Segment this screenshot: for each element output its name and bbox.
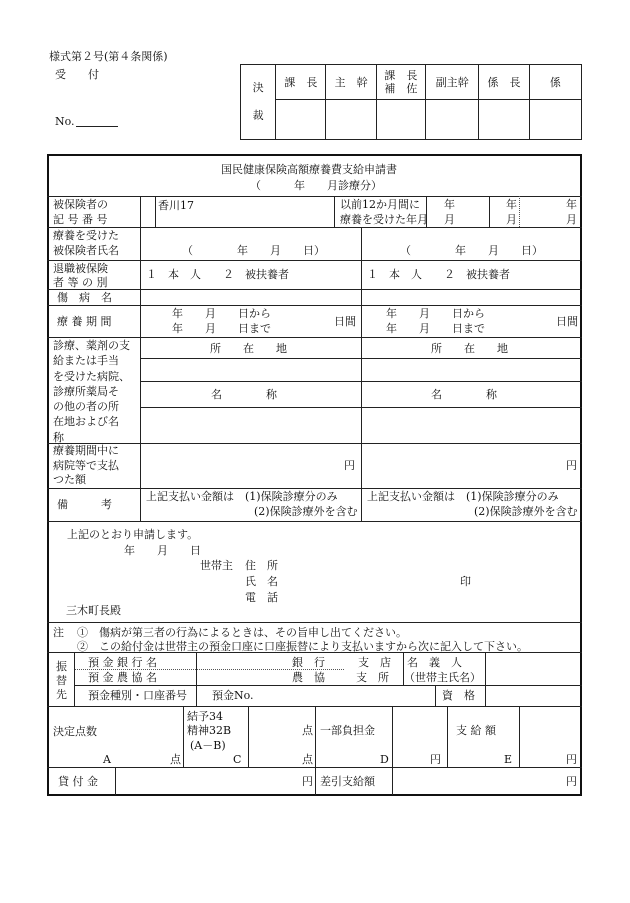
account-type-label: 預金種別・口座番号 — [88, 689, 187, 702]
insured-number-value[interactable]: 香川17 — [158, 199, 194, 212]
prior-year-3: 年 — [566, 198, 577, 211]
loan-yen: 円 — [302, 775, 313, 788]
approval-cell[interactable] — [326, 100, 376, 140]
qualification-label: 資 格 — [442, 689, 475, 702]
seal-label: 印 — [460, 575, 471, 588]
location-label-2: 所 在 地 — [431, 342, 508, 355]
approval-col-staff: 係 — [529, 65, 581, 100]
remarks-label: 備 考 — [57, 498, 112, 511]
name-field-label: 氏 名 — [245, 575, 278, 588]
calc-code-3: (A－B) — [190, 739, 226, 752]
approval-label: 決 裁 — [241, 65, 276, 140]
approval-cell[interactable] — [426, 100, 479, 140]
period-from-2[interactable]: 年 月 日から — [386, 307, 485, 320]
holder-label: 名 義 人 — [407, 656, 462, 669]
paid-yen-2: 円 — [566, 459, 577, 472]
form-number: 様式第２号(第４条関係) — [49, 50, 168, 63]
bank-label: 銀 行 — [292, 656, 325, 669]
name-label-2: 名 称 — [431, 388, 497, 401]
calc-A-points: 点 — [170, 753, 181, 766]
addressee: 三木町長殿 — [66, 604, 121, 617]
loan-label: 貸 付 金 — [58, 775, 98, 788]
note-1: ① 傷病が第三者の行為によるときは、その旨申し出てください。 — [77, 626, 407, 639]
paid-label: 療養期間中に 病院等で支払 つた額 — [53, 444, 119, 486]
insured-number-label-1: 被保険者の — [53, 198, 108, 211]
retiree-label-1: 退職被保険 — [53, 262, 108, 275]
notes-prefix: 注 — [53, 626, 64, 639]
coop-name-label: 預 金 農 協 名 — [88, 671, 157, 684]
patient-birth-2[interactable]: （ 年 月 日） — [400, 244, 543, 257]
note-2: ② この給付金は世帯主の預金口座に口座振替により支払いますから次に記入して下さい。 — [77, 640, 528, 653]
payment-label: 支 給 額 — [456, 724, 496, 737]
calc-E: E — [504, 753, 513, 766]
prior-month-3: 月 — [566, 213, 577, 226]
remarks-text2-2: (2)保険診療外を含む — [474, 505, 578, 518]
retiree-label-2: 者 等 の 別 — [53, 276, 108, 289]
period-days-2: 日間 — [556, 315, 578, 328]
approval-cell[interactable] — [276, 100, 326, 140]
approval-grid — [240, 64, 582, 140]
calc-D-yen: 円 — [430, 753, 441, 766]
net-payment-label: 差引支給額 — [320, 775, 375, 788]
patient-name-label-2: 被保険者氏名 — [53, 244, 119, 257]
approval-col-section-chief: 課 長 — [276, 65, 326, 100]
hospital-label: 診療、薬剤の支 給または手当 を受けた病院、 診療所薬局そ の他の者の所 在地および名 称 — [53, 339, 130, 444]
holder-sub-label: （世帯主氏名） — [404, 671, 481, 684]
remarks-text1-1: 上記支払い金額は (1)保険診療分のみ — [146, 490, 338, 503]
account-no-label: 預金No. — [212, 689, 254, 702]
approval-cell[interactable] — [479, 100, 529, 140]
patient-name-label-1: 療養を受けた — [53, 229, 119, 242]
approval-col-deputy-chief: 副主幹 — [426, 65, 479, 100]
branch-label: 支 店 — [358, 656, 391, 669]
retiree-options-2[interactable]: １ 本 人 ２ 被扶養者 — [367, 268, 510, 281]
form-subtitle: （ 年 月診療分） — [250, 179, 382, 192]
calc-C-points-2: 点 — [302, 753, 313, 766]
number-underline — [76, 126, 118, 127]
address-label: 住 所 — [245, 559, 278, 572]
approval-col-assistant-chief: 課 長 補 佐 — [376, 65, 425, 100]
form-title: 国民健康保険高額療養費支給申請書 — [221, 163, 397, 176]
approval-cell[interactable] — [376, 100, 425, 140]
householder-label: 世帯主 — [200, 559, 233, 572]
prior12-label-1: 以前12か月間に — [340, 198, 420, 211]
name-label-1: 名 称 — [211, 388, 277, 401]
prior-year-2: 年 — [506, 198, 517, 211]
calc-A: A — [103, 753, 111, 766]
calc-code-2: 精神32B — [187, 724, 232, 737]
period-to-1[interactable]: 年 月 日まで — [172, 322, 271, 335]
approval-cell[interactable] — [529, 100, 581, 140]
remarks-text1-2: 上記支払い金額は (1)保険診療分のみ — [367, 490, 559, 503]
decision-points-label: 決定点数 — [53, 725, 97, 738]
net-payment-yen: 円 — [566, 775, 577, 788]
disease-label: 傷 病 名 — [57, 291, 112, 304]
declaration-statement: 上記のとおり申請します。 — [67, 528, 199, 541]
branch2-label: 支 所 — [356, 671, 389, 684]
period-days-1: 日間 — [334, 315, 356, 328]
reception-label: 受 付 — [55, 68, 99, 81]
partial-charge-label: 一部負担金 — [320, 724, 375, 737]
prior-month-1: 月 — [444, 213, 455, 226]
transfer-label: 振 替 先 — [56, 660, 67, 701]
phone-label: 電 話 — [245, 591, 278, 604]
period-to-2[interactable]: 年 月 日まで — [386, 322, 485, 335]
calc-code-1: 結予34 — [187, 710, 223, 723]
calc-E-yen: 円 — [566, 753, 577, 766]
approval-col-chief-officer: 主 幹 — [326, 65, 376, 100]
declaration-date[interactable]: 年 月 日 — [124, 544, 201, 557]
prior-year-1: 年 — [444, 198, 455, 211]
calc-C-points: 点 — [302, 724, 313, 737]
bank-name-label: 預 金 銀 行 名 — [88, 656, 157, 669]
calc-D: D — [380, 753, 389, 766]
insured-number-label-2: 記 号 番 号 — [53, 213, 108, 226]
retiree-options-1[interactable]: １ 本 人 ２ 被扶養者 — [146, 268, 289, 281]
approval-col-unit-chief: 係 長 — [479, 65, 529, 100]
prior12-label-2: 療養を受けた年月 — [340, 213, 428, 226]
calc-C: C — [233, 753, 242, 766]
period-label: 療 養 期 間 — [57, 315, 112, 328]
paid-yen-1: 円 — [344, 459, 355, 472]
prior-month-2: 月 — [506, 213, 517, 226]
number-label: No. — [55, 115, 75, 128]
period-from-1[interactable]: 年 月 日から — [172, 307, 271, 320]
patient-birth-1[interactable]: （ 年 月 日） — [182, 244, 325, 257]
agri-label: 農 協 — [292, 671, 325, 684]
remarks-text2-1: (2)保険診療外を含む — [254, 505, 358, 518]
location-label-1: 所 在 地 — [210, 342, 287, 355]
